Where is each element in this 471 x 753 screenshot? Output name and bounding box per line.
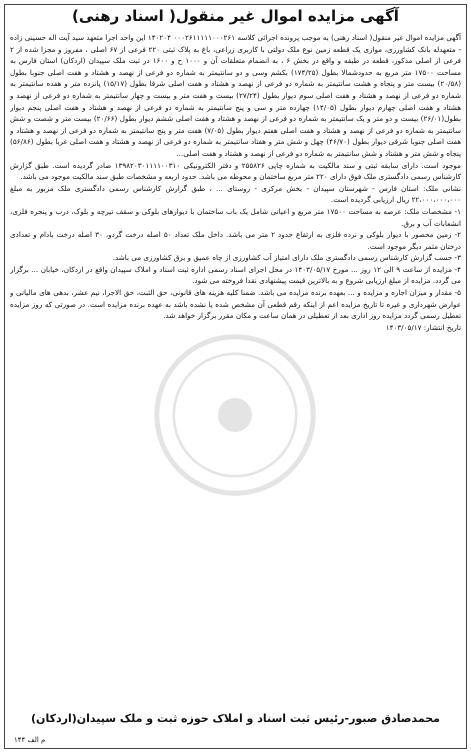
paragraph-intro: آگهی مزایده اموال غیر منقول( اسناد رهنی) به موجب پرونده اجرائی کلاسه ۰۰۰۲۶۱۱۱۱۱۰۰۰۲۶۱ ۱۴۰۲۰۴ این واحد اجرا متعهد سید آیت اله حسینی زاده - متعهدله بانک کشاورزی، موازی یک قطعه زمین نوع ملک دولتی با کاربری زراعی، باغ به پلاک ثبتی ۲۲۰ فرعی از ۶۷ اصلی ، مفروز و مجزا شده از ۲ فرعی از اصلی مذکور، قطعه در طبقه و واقع در بخش ۶ ، به انضمام متعلقات آن و ۱۰۰۰ ح و ۱۶۰۰ در ثبت ملک سپیدان (اردکان) استان فارس به مساحت ۱۷۵۰۰ متر مربع به حدودشمالا بطول (۱۷۴/۲۵) بکشم وسی و دو سانتیمتر به شماره دو فرعی از نهصد و هشتاد و هفت اصلی جنوبا بطول (۲۰/۵۸) بیست متر و پنجاه و هشت سانتیمتر به شماره دو فرعی از نهصد و هشتاد و هفت اصلی شرقا بطول (۱۵/۱۷) پانزده متر و هفده سانتیمتر به شماره دو فرعی از نهصد و هشتاد و هفت اصلی سوم دیوار بطول (۲۷/۲۴) بیست و هفت متر و بیست و چهار سانتیمتر به شماره دو فرعی از نهصد و هشتاد و هفت اصلی چهارم دیوار بطول (۱۴/۰۵) چهارده متر و سی و پنج سانتیمتر به شماره دو فرعی از نهصد و هشتاد و هفت اصلی پنجم دیوار بطول(۲۶/۰۱) بیست و دو متر و یک سانتیمتر به شماره دو فرعی از نهصد و هشتاد و هفت اصلی ششم دیوار بطول (۲۰/۶۶) بیست متر و شصت و شش سانتیمتر به شماره دو فرعی از نهصد و هشتاد و هفت اصلی هفتم دیوار بطول (۷/۰۵) هفت متر و پنج سانتیمتر به شماره دو فرعی از نهصد و هشتاد و هفت اصلی جنوبا شرقی دیوار بطول (۴۶/۷۰) چهل و شش متر و هفتاد سانتیمتر به شماره دو فرعی از نهصد و هشتاد و هفت اصلی غربا بطول (۵۶/۸۶) پنجاه و شش متر و هشتاد و شش سانتیمتر به شماره دو فرعی از نهصد و هشتاد و هفت اصلی... <box>10 33 461 158</box>
paragraph-deed: موجود است. دارای سابقه ثبتی و سند مالکیت به شماره چاپی ۲۵۵۸۲۶ و دفتر الکترونیکی ۱۳۹۸۲۰۳۰۱۱۱۱۰۰۳۱۰ صادر گردیده است. طبق گزارش کارشناس رسمی دادگستری ملک فوق دارای ۲۲۰ متر مربع ساختمان و محوطه می باشد. حدود اربعه و مشخصات طبق سند مالکیت موجود می باشد. <box>10 160 461 182</box>
paragraph-item-5: ۵- مقدار و میزان اجاره و مزایده و ... بعهده برنده مزایده می باشد. ضمنا کلیه هزینه های قانونی، حق الثبت، حق الاجرا، نیم عشر، بدهی های مالیاتی و عوارض شهرداری و غیره تا تاریخ مزایده اعم از اینکه رقم قطعی آن مشخص شده یا نشده باشد به عهده برنده مزایده است. در صورتی که روز مزایده تعطیل رسمی گردد مزایده روز اداری بعد از تعطیلی در همان ساعت و مکان مقرر برگزار خواهد شد. <box>10 288 461 321</box>
paragraph-address: نشانی ملک: استان فارس - شهرستان سپیدان - بخش مرکزی - روستای ... ، طبق گزارش کارشناس رسمی دادگستری ملک مزبور به مبلغ ۲۲،۰۰۰،۰۰۰،۰۰۰ ریال ارزیابی گردیده است. <box>10 183 461 205</box>
notice-title: آگهی مزایده اموال غیر منقول( اسناد رهنی) <box>72 7 399 25</box>
signature-line: محمدصادق صبور-رئیس ثبت اسناد و املاک حوزه ثبت و ملک سپیدان(اردکان) <box>31 712 440 725</box>
notice-body <box>10 32 461 672</box>
paragraph-item-1: ۱- مشخصات ملک: عرصه به مساحت ۱۷۵۰۰ متر مربع و اعیانی شامل یک باب ساختمان با دیوارهای بلوکی و سقف تیرچه و بلوک، درب و پنجره فلزی، انشعابات آب و برق. <box>10 206 461 228</box>
paragraph-item-3: ۳- حسب گزارش کارشناس رسمی دادگستری ملک دارای امتیاز آب کشاورزی از چاه عمیق و برق کشاورزی می باشد. <box>112 253 461 263</box>
paragraph-item-4: ۴- مزایده از ساعت ۹ الی ۱۲ روز ... مورخ ۱۴۰۳/۰۵/۱۷ در محل اجرای اسناد رسمی اداره ثبت اسناد و املاک سپیدان واقع در اردکان، خیابان ... برگزار می گردد. مزایده از مبلغ ارزیابی شروع و به بالاترین قیمت پیشنهادی نقدا فروخته می شود. <box>10 264 461 286</box>
paragraph-item-2: ۲- زمین محصور با دیوار بلوکی و نرده فلزی به ارتفاع حدود ۲ متر می باشد. داخل ملک تعداد ۵۰ اصله درخت گردو، ۳۰ اصله درخت بادام و تعدادی درختان مثمر دیگر موجود است. <box>10 230 461 251</box>
publish-date: تاریخ انتشار: ۱۴۰۳/۰۵/۱۷ <box>385 322 461 332</box>
reference-number: م الف ۱۴۴ <box>14 736 46 744</box>
